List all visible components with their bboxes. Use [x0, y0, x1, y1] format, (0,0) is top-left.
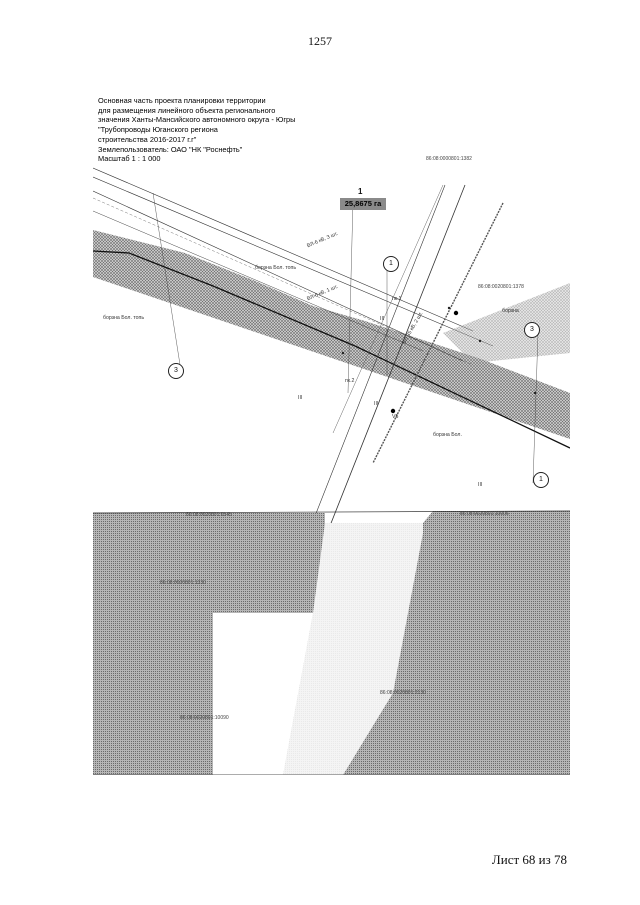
zone-marker: 1 — [383, 256, 399, 272]
title-line: Землепользователь: ОАО "НК "Роснефть" — [98, 144, 243, 154]
map-label: III — [298, 395, 303, 401]
map-label: III — [380, 316, 385, 322]
map-label: ВЛ-6 кВ, 3 шт. — [306, 230, 340, 250]
map-frame — [93, 93, 570, 775]
cadastral-number: 86:08:0020801:1378 — [478, 284, 524, 290]
page-number: 1257 — [308, 34, 332, 48]
cadastral-number: 86:08:0020801:10006 — [460, 511, 509, 517]
cadastral-number: 86:08:0020801:10090 — [180, 715, 229, 721]
title-line: Масштаб 1 : 1 000 — [98, 154, 161, 164]
map-label: ВЛ-6 кВ, 1 шт. — [306, 283, 340, 303]
map-label: борзна — [502, 308, 519, 314]
map-label: пк.1 — [392, 296, 402, 302]
title-line: "Трубопроводы Юганского региона — [98, 125, 218, 135]
map-label: пк.2 — [345, 378, 355, 384]
map-label: ВЛ 35 кВ, 2 шт. — [401, 310, 425, 346]
cadastral-number: 86:08:0000801:1382 — [426, 156, 472, 162]
survey-point — [534, 392, 536, 394]
cadastral-number: 86:08:0000801:1330 — [160, 580, 206, 586]
survey-point — [479, 340, 481, 342]
sheet-label: Лист 68 из 78 — [491, 852, 567, 867]
cadastral-number: 86:08:0020801:2130 — [380, 690, 426, 696]
map-label: борзна Бол. топь — [103, 315, 145, 321]
area-value: 25,8675 га — [340, 198, 386, 210]
survey-point — [391, 409, 395, 413]
title-line: Основная часть проекта планировки территории — [98, 96, 266, 105]
map-label: борзна Бол. — [433, 432, 462, 438]
survey-point — [342, 352, 344, 354]
cadastral-number: 86:08:0020801:6545 — [186, 512, 232, 518]
area-number: 1 — [358, 187, 363, 196]
zone-marker: 3 — [168, 363, 184, 379]
zone-marker: 1 — [533, 472, 549, 488]
title-line: для размещения линейного объекта регионального — [98, 105, 276, 115]
map-label: V5 — [392, 414, 399, 420]
title-block — [98, 96, 295, 164]
map-label: III — [374, 401, 379, 407]
title-line: строительства 2016-2017 г.г" — [98, 134, 197, 144]
survey-point — [454, 311, 458, 315]
zone-marker: 3 — [524, 322, 540, 338]
title-line: значения Ханты-Мансийского автономного округа - Югры — [98, 115, 296, 125]
map-label: III — [478, 482, 483, 488]
survey-point — [448, 307, 450, 309]
map-label: борзна Бол. топь — [255, 265, 297, 271]
north-arrow-icon — [567, 261, 570, 323]
map-drawing — [93, 93, 570, 775]
hatched-wedge — [443, 283, 570, 363]
